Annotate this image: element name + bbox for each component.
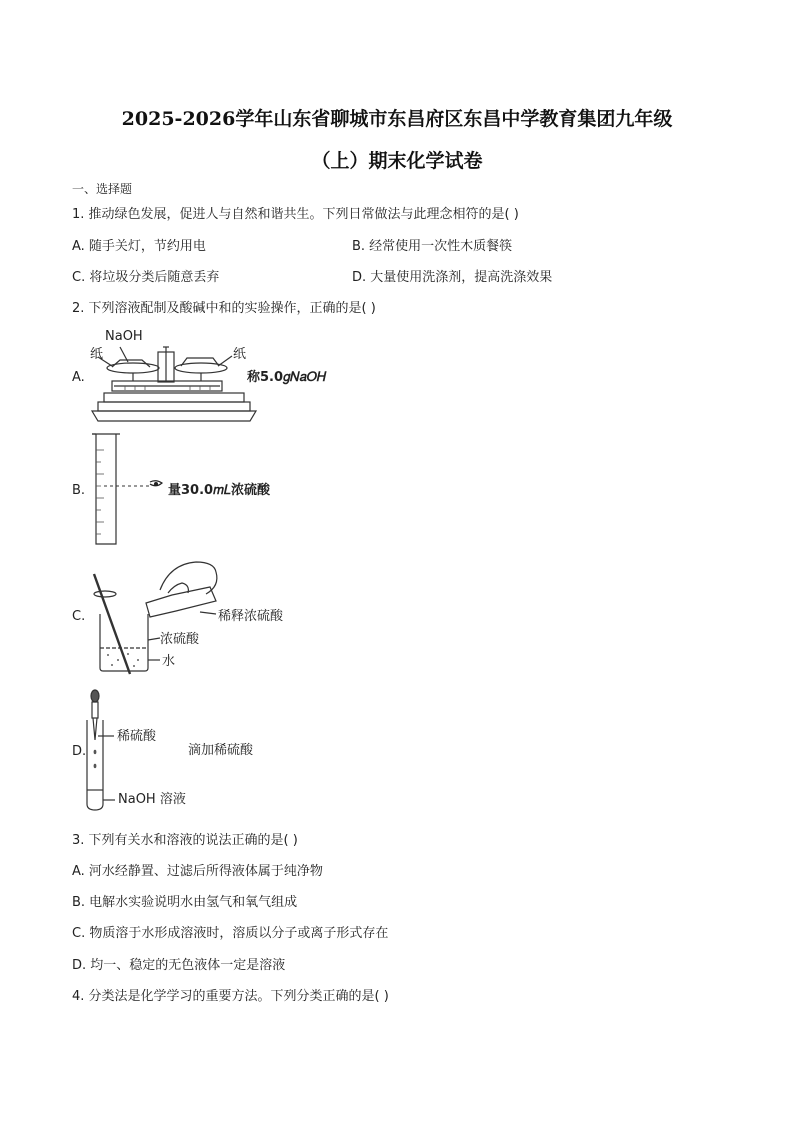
q1-option-c: C. 将垃圾分类后随意丢弃 (72, 270, 220, 285)
q2-option-a-caption: 称5.0𝑔𝑁𝑎𝑂𝐻 (247, 370, 327, 385)
q3-option-b: B. 电解水实验说明水由氢气和氧气组成 (72, 895, 298, 910)
q2-option-b-letter: B. (72, 483, 86, 498)
q1-option-b: B. 经常使用一次性木质餐筷 (352, 239, 513, 254)
paper-right-label: 纸 (233, 347, 247, 362)
section-heading: 一、选择题 (72, 182, 133, 196)
naoh-label: NaOH (105, 329, 143, 344)
q2-option-c-letter: C. (72, 609, 86, 624)
q1-option-a: A. 随手关灯，节约用电 (72, 239, 206, 254)
dilute-acid-label: 稀硫酸 (117, 729, 157, 744)
q2-option-a-letter: A. (72, 370, 85, 385)
q2-option-d-caption: 滴加稀硫酸 (188, 743, 254, 758)
q2-stem: 2. 下列溶液配制及酸碱中和的实验操作，正确的是( ) (72, 301, 376, 316)
q3-option-c: C. 物质溶于水形成溶液时，溶质以分子或离子形式存在 (72, 926, 389, 941)
naoh-solution-label: NaOH 溶液 (118, 792, 186, 807)
water-label: 水 (162, 654, 176, 669)
q2-option-d-letter: D. (72, 744, 87, 759)
q4-stem: 4. 分类法是化学学习的重要方法。下列分类正确的是( ) (72, 989, 389, 1004)
q2-option-b-caption: 量30.0𝑚𝐿浓硫酸 (168, 483, 270, 498)
conc-acid-label: 浓硫酸 (160, 632, 200, 647)
q3-option-d: D. 均一、稳定的无色液体一定是溶液 (72, 958, 286, 973)
q3-stem: 3. 下列有关水和溶液的说法正确的是( ) (72, 833, 298, 848)
q3-option-a: A. 河水经静置、过滤后所得液体属于纯净物 (72, 864, 323, 879)
q1-stem: 1. 推动绿色发展，促进人与自然和谐共生。下列日常做法与此理念相符的是( ) (72, 207, 519, 222)
q1-option-d: D. 大量使用洗涤剂，提高洗涤效果 (352, 270, 553, 285)
exam-title-line2: （上）期末化学试卷 (311, 150, 483, 172)
exam-title-line1: 2025-2026学年山东省聊城市东昌府区东昌中学教育集团九年级 (121, 108, 673, 130)
q2-option-c-caption: 稀释浓硫酸 (218, 609, 284, 624)
paper-left-label: 纸 (90, 347, 104, 362)
